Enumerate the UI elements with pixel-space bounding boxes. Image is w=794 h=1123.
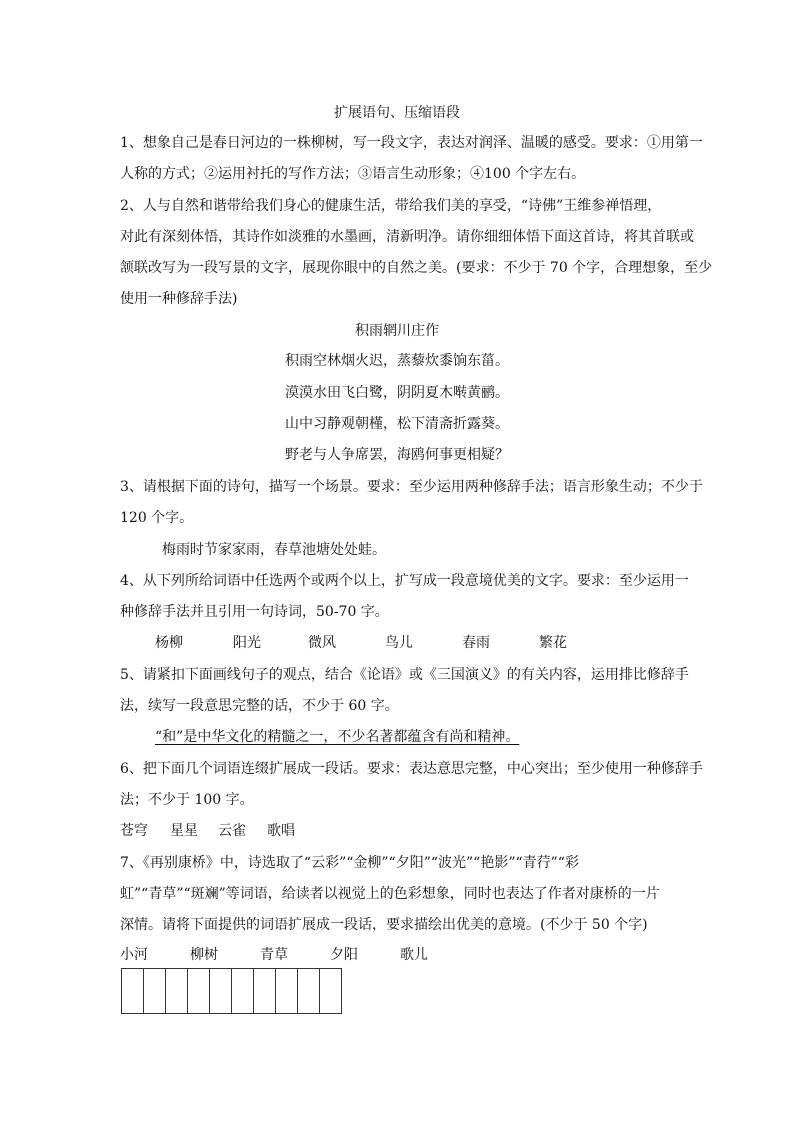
question-2-line-3: 颔联改写为一段写景的文字，展现你眼中的自然之美。(要求：不少于 70 个字，合理想象，至少 <box>120 260 713 276</box>
question-7-line-1: 7、《再别康桥》中，诗选取了“云彩”“金柳”“夕阳”“波光”“艳影”“青荇”“彩 <box>120 855 579 871</box>
question-3-line-2: 120 个字。 <box>120 510 194 526</box>
answer-grid-cell <box>298 969 320 1013</box>
q7-word-1: 小河 <box>120 947 148 963</box>
answer-grid <box>121 968 342 1014</box>
question-3-line-1: 3、请根据下面的诗句，描写一个场景。要求：至少运用两种修辞手法；语言形象生动；不少于 <box>120 479 703 495</box>
question-5-underlined-quote: “和”是中华文化的精髓之一，不少名著都蕴含有尚和精神。 <box>155 729 520 745</box>
q7-word-5: 歌儿 <box>400 947 428 963</box>
question-7-line-3: 深情。请将下面提供的词语扩展成一段话，要求描绘出优美的意境。(不少于 50 个字) <box>120 917 648 933</box>
question-1-line-2: 人称的方式；②运用衬托的写作方法；③语言生动形象；④100 个字左右。 <box>120 166 586 182</box>
q7-word-4: 夕阳 <box>330 947 358 963</box>
question-5-line-2: 法，续写一段意思完整的话，不少于 60 字。 <box>120 698 399 714</box>
answer-grid-cell <box>276 969 298 1013</box>
q6-word-3: 云雀 <box>218 823 246 839</box>
question-6-line-2: 法；不少于 100 字。 <box>120 792 254 808</box>
q4-word-5: 春雨 <box>462 635 490 651</box>
question-2-line-4: 使用一种修辞手法) <box>120 291 238 307</box>
q7-word-2: 柳树 <box>190 947 218 963</box>
poem-line-3: 山中习静观朝槿，松下清斋折露葵。 <box>285 416 509 432</box>
answer-grid-cell <box>232 969 254 1013</box>
answer-grid-cell <box>144 969 166 1013</box>
q4-word-2: 阳光 <box>233 635 261 651</box>
poem-line-2: 漠漠水田飞白鹭，阴阴夏木啭黄鹂。 <box>285 385 509 401</box>
q4-word-4: 鸟儿 <box>385 635 413 651</box>
poem-title: 积雨辋川庄作 <box>355 323 439 339</box>
question-5-line-1: 5、请紧扣下面画线句子的观点，结合《论语》或《三国演义》的有关内容，运用排比修辞手 <box>120 667 689 683</box>
q6-word-4: 歌唱 <box>267 823 295 839</box>
question-3-poem: 梅雨时节家家雨，春草池塘处处蛙。 <box>162 542 386 558</box>
q4-word-6: 繁花 <box>539 635 567 651</box>
answer-grid-cell <box>210 969 232 1013</box>
question-2-line-2: 对此有深刻体悟，其诗作如淡雅的水墨画，清新明净。请你细细体悟下面这首诗，将其首联或 <box>120 229 694 245</box>
answer-grid-cell <box>122 969 144 1013</box>
q6-word-1: 苍穹 <box>120 823 148 839</box>
question-4-line-1: 4、从下列所给词语中任选两个或两个以上，扩写成一段意境优美的文字。要求：至少运用一 <box>120 573 689 589</box>
answer-grid-cell <box>166 969 188 1013</box>
answer-grid-cell <box>188 969 210 1013</box>
page-title: 扩展语句、压缩语段 <box>334 105 460 121</box>
question-2-line-1: 2、人与自然和谐带给我们身心的健康生活，带给我们美的享受，“诗佛”王维参禅悟理， <box>120 198 662 214</box>
q6-word-2: 星星 <box>170 823 198 839</box>
question-1-line-1: 1、想象自己是春日河边的一株柳树，写一段文字，表达对润泽、温暖的感受。要求：①用第一 <box>120 135 703 151</box>
q4-word-1: 杨柳 <box>155 635 183 651</box>
q4-word-3: 微风 <box>308 635 336 651</box>
question-4-line-2: 种修辞手法并且引用一句诗词，50-70 字。 <box>120 604 389 620</box>
q7-word-3: 青草 <box>260 947 288 963</box>
poem-line-1: 积雨空林烟火迟，蒸藜炊黍饷东菑。 <box>285 353 509 369</box>
question-7-line-2: 虹”“青草”“斑斓”等词语，给读者以视觉上的色彩想象，同时也表达了作者对康桥的一片 <box>120 886 660 902</box>
answer-grid-cell <box>320 969 342 1013</box>
poem-line-4: 野老与人争席罢，海鸥何事更相疑？ <box>285 447 509 463</box>
answer-grid-cell <box>254 969 276 1013</box>
question-6-line-1: 6、把下面几个词语连缀扩展成一段话。要求：表达意思完整，中心突出；至少使用一种修辞手 <box>120 761 703 777</box>
